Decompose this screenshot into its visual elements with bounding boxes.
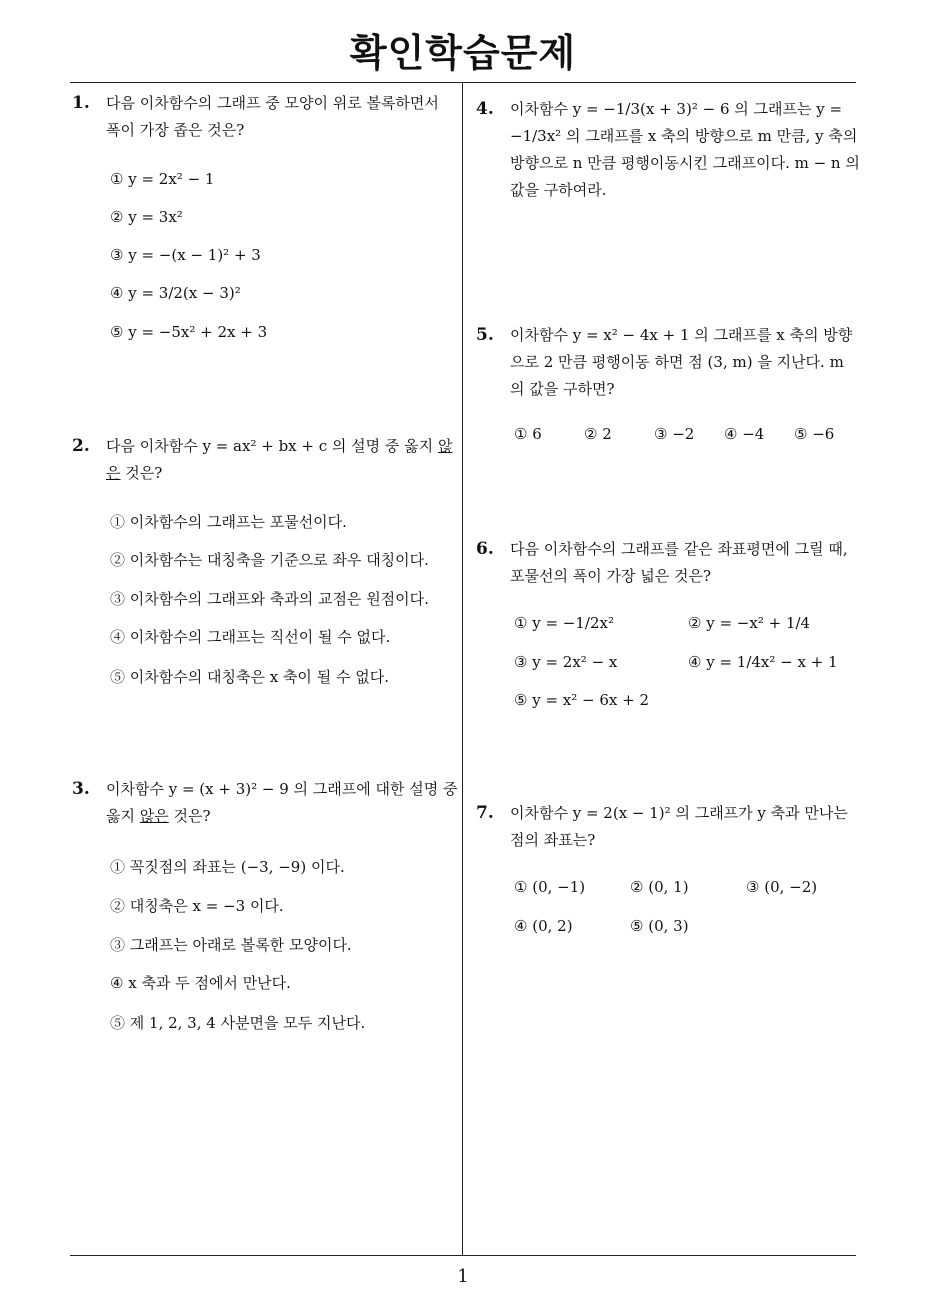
top-rule xyxy=(70,82,856,83)
q3-option-5: ⑤ 제 1, 2, 3, 4 사분면을 모두 지난다. xyxy=(110,1014,366,1032)
q6-option-4: ④ y = 1/4x² − x + 1 xyxy=(688,653,838,671)
question-text xyxy=(106,433,458,487)
q5-option-5: ⑤ −6 xyxy=(794,425,835,443)
q3-option-2: ② 대칭축은 x = −3 이다. xyxy=(110,897,284,915)
text-part: 것은? xyxy=(168,807,211,825)
text-part: 이차함수 y = (x + 3)² − 9 의 그래프에 대한 설명 중 옳지 xyxy=(106,780,458,825)
q5-option-1: ① 6 xyxy=(514,425,542,443)
question-2 xyxy=(72,433,458,487)
q2-option-5: ⑤ 이차함수의 대칭축은 x 축이 될 수 없다. xyxy=(110,668,389,686)
q5-option-4: ④ −4 xyxy=(724,425,765,443)
question-5 xyxy=(476,322,860,403)
page-title: 확인학습문제 xyxy=(349,31,577,75)
q1-option-1: ① y = 2x² − 1 xyxy=(110,170,215,188)
emphasis-underlined: 않은 xyxy=(106,437,453,482)
emphasis-underlined: 않은 xyxy=(139,807,169,825)
question-text: 이차함수 y = −1/3(x + 3)² − 6 의 그래프는 y = −1/3x² 의 그래프를 x 축의 방향으로 m 만큼, y 축의 방향으로 n 만큼 평행이동시킨 그래프이다. m − n 의 값을 구하여라. xyxy=(510,100,860,199)
q3-option-3: ③ 그래프는 아래로 볼록한 모양이다. xyxy=(110,936,352,954)
q6-option-2: ② y = −x² + 1/4 xyxy=(688,614,811,632)
text-part: 것은? xyxy=(120,464,163,482)
question-number: 6. xyxy=(476,539,494,559)
q2-option-3: ③ 이차함수의 그래프와 축과의 교점은 원점이다. xyxy=(110,590,429,608)
q3-option-1: ① 꼭짓점의 좌표는 (−3, −9) 이다. xyxy=(110,858,345,876)
question-text: 다음 이차함수의 그래프를 같은 좌표평면에 그릴 때, 포물선의 폭이 가장 넓은 것은? xyxy=(510,540,848,585)
q1-option-3: ③ y = −(x − 1)² + 3 xyxy=(110,246,261,264)
q7-option-4: ④ (0, 2) xyxy=(514,917,573,935)
column-divider xyxy=(462,82,463,1255)
question-number: 7. xyxy=(476,803,494,823)
q6-option-5: ⑤ y = x² − 6x + 2 xyxy=(514,691,650,709)
q7-option-5: ⑤ (0, 3) xyxy=(630,917,689,935)
bottom-rule xyxy=(70,1255,856,1256)
question-number: 5. xyxy=(476,325,494,345)
question-text xyxy=(106,776,458,830)
q6-option-3: ③ y = 2x² − x xyxy=(514,653,618,671)
question-7 xyxy=(476,800,860,854)
question-number: 2. xyxy=(72,436,90,456)
q7-option-2: ② (0, 1) xyxy=(630,878,689,896)
text-part: 다음 이차함수 y = ax² + bx + c 의 설명 중 옳지 xyxy=(106,437,438,455)
q5-option-2: ② 2 xyxy=(584,425,612,443)
question-1 xyxy=(72,90,458,144)
question-3 xyxy=(72,776,458,830)
question-4 xyxy=(476,96,860,204)
q7-option-3: ③ (0, −2) xyxy=(746,878,818,896)
q2-option-1: ① 이차함수의 그래프는 포물선이다. xyxy=(110,513,347,531)
q2-option-4: ④ 이차함수의 그래프는 직선이 될 수 없다. xyxy=(110,628,391,646)
question-text: 이차함수 y = x² − 4x + 1 의 그래프를 x 축의 방향으로 2 만큼 평행이동 하면 점 (3, m) 을 지난다. m 의 값을 구하면? xyxy=(510,326,853,398)
question-number: 1. xyxy=(72,93,90,113)
q3-option-4: ④ x 축과 두 점에서 만난다. xyxy=(110,974,291,992)
page-number: 1 xyxy=(457,1266,469,1287)
q5-option-3: ③ −2 xyxy=(654,425,695,443)
question-text: 다음 이차함수의 그래프 중 모양이 위로 볼록하면서 폭이 가장 좁은 것은? xyxy=(106,94,439,139)
question-6 xyxy=(476,536,860,590)
q7-option-1: ① (0, −1) xyxy=(514,878,586,896)
q1-option-5: ⑤ y = −5x² + 2x + 3 xyxy=(110,323,268,341)
q1-option-2: ② y = 3x² xyxy=(110,208,183,226)
q1-option-4: ④ y = 3/2(x − 3)² xyxy=(110,284,241,302)
q6-option-1: ① y = −1/2x² xyxy=(514,614,614,632)
question-number: 4. xyxy=(476,99,494,119)
question-number: 3. xyxy=(72,779,90,799)
question-text: 이차함수 y = 2(x − 1)² 의 그래프가 y 축과 만나는 점의 좌표는? xyxy=(510,804,848,849)
q2-option-2: ② 이차함수는 대칭축을 기준으로 좌우 대칭이다. xyxy=(110,551,429,569)
